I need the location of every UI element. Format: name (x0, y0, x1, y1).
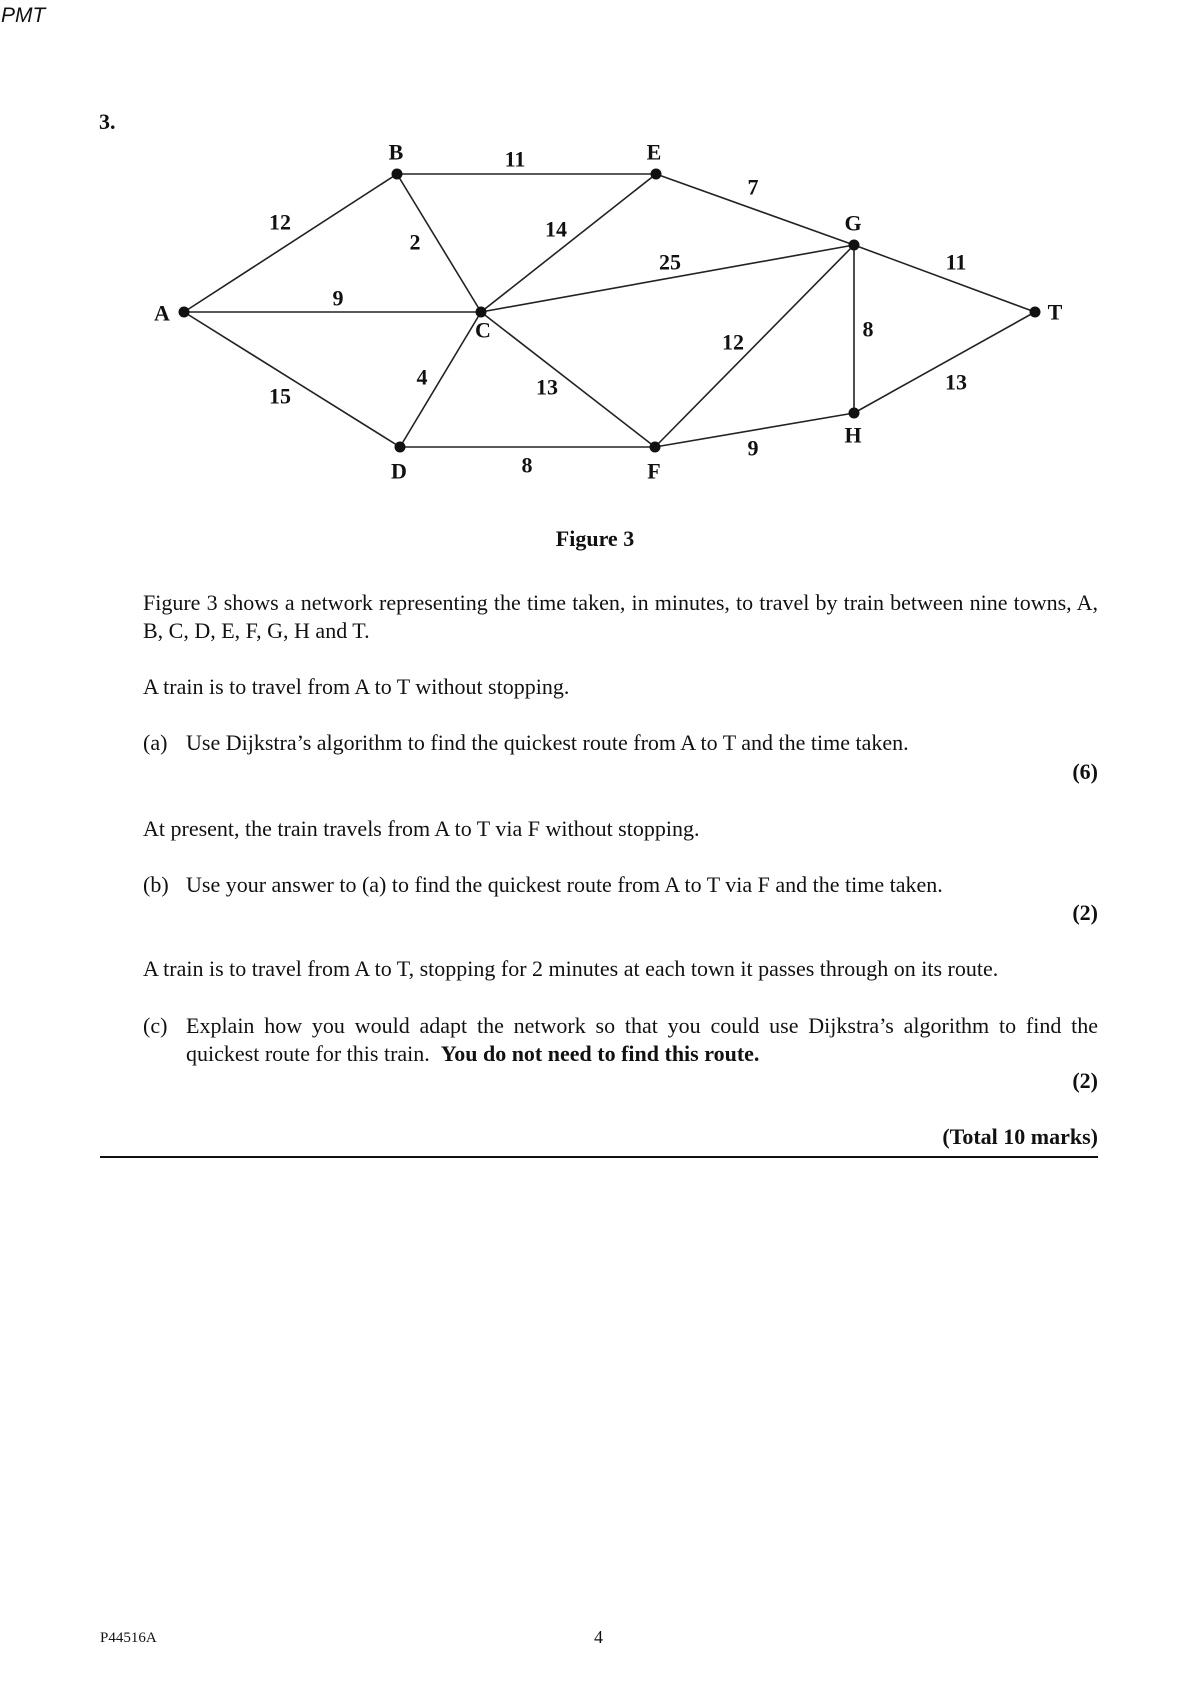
edge-weight-H-T: 13 (945, 369, 967, 395)
page-number: 4 (594, 1627, 603, 1647)
figure-caption: Figure 3 (555, 526, 635, 551)
edge-C-E (481, 174, 656, 312)
edge-C-D (400, 312, 481, 447)
question-number: 3. (99, 109, 116, 134)
node-E (651, 169, 662, 180)
node-label-D: D (391, 458, 407, 484)
edge-weight-B-E: 11 (504, 146, 526, 172)
edge-weight-G-T: 11 (945, 249, 967, 275)
node-B (392, 169, 403, 180)
node-D (395, 442, 406, 453)
node-label-E: E (646, 139, 662, 165)
stem-2: At present, the train travels from A to T via F without stopping. (143, 816, 700, 841)
edge-weight-G-H: 8 (862, 316, 874, 342)
part-c-marks: (2) (1072, 1068, 1098, 1093)
pmt-tag: PMT (1, 4, 46, 27)
part-a-marks: (6) (1072, 759, 1098, 784)
part-a-text: Use Dijkstra’s algorithm to find the quickest route from A to T and the time taken. (186, 730, 909, 755)
edge-G-T (854, 245, 1035, 312)
edge-weight-B-C: 2 (409, 229, 421, 255)
edge-weight-C-D: 4 (416, 364, 428, 390)
node-H (849, 408, 860, 419)
part-b-marks: (2) (1072, 900, 1098, 925)
part-b-label: (b) (143, 872, 169, 897)
node-label-H: H (844, 422, 862, 448)
edge-A-B (184, 174, 397, 312)
node-C (476, 307, 487, 318)
node-label-F: F (647, 458, 661, 484)
divider-rule (100, 1156, 1098, 1158)
stem-3: A train is to travel from A to T, stopping for 2 minutes at each town it passes through on its route. (143, 956, 999, 981)
part-a-label: (a) (143, 730, 168, 755)
edge-weight-A-B: 12 (269, 209, 291, 235)
edge-weight-D-F: 8 (521, 452, 533, 478)
edge-A-D (184, 312, 400, 447)
edge-weight-C-G: 25 (659, 249, 681, 275)
node-label-B: B (388, 139, 404, 165)
part-c-question: Explain how you would adapt the network so that you could use Dijkstra’s algorithm to find the quickest route for this train. (186, 1013, 1098, 1066)
node-label-A: A (154, 300, 170, 326)
network-figure (0, 0, 1190, 520)
edge-weight-C-F: 13 (536, 374, 558, 400)
edge-weight-A-D: 15 (269, 383, 291, 409)
edge-weight-E-G: 7 (747, 174, 759, 200)
edge-weight-C-E: 14 (545, 216, 567, 242)
stem-1: A train is to travel from A to T without stopping. (143, 674, 570, 699)
node-T (1030, 307, 1041, 318)
part-c-text (186, 1012, 1098, 1068)
node-F (650, 442, 661, 453)
node-label-G: G (844, 210, 862, 236)
node-label-T: T (1047, 299, 1063, 325)
edge-H-T (854, 312, 1035, 413)
total-marks: (Total 10 marks) (942, 1124, 1098, 1149)
intro-text: Figure 3 shows a network representing the time taken, in minutes, to travel by train between nine towns, A, B, C, D, E, F, G, H and T. (143, 590, 1098, 643)
part-b-text: Use your answer to (a) to find the quickest route from A to T via F and the time taken. (186, 872, 943, 897)
paper-code: P44516A (100, 1630, 157, 1646)
node-G (849, 240, 860, 251)
edge-weight-A-C: 9 (332, 285, 344, 311)
part-c-label: (c) (143, 1013, 168, 1038)
node-label-C: C (475, 317, 491, 343)
edge-weight-F-H: 9 (747, 435, 759, 461)
edge-weight-G-F: 12 (722, 329, 744, 355)
part-c-note: You do not need to find this route. (440, 1041, 760, 1066)
node-A (179, 307, 190, 318)
edge-C-F (481, 312, 655, 447)
